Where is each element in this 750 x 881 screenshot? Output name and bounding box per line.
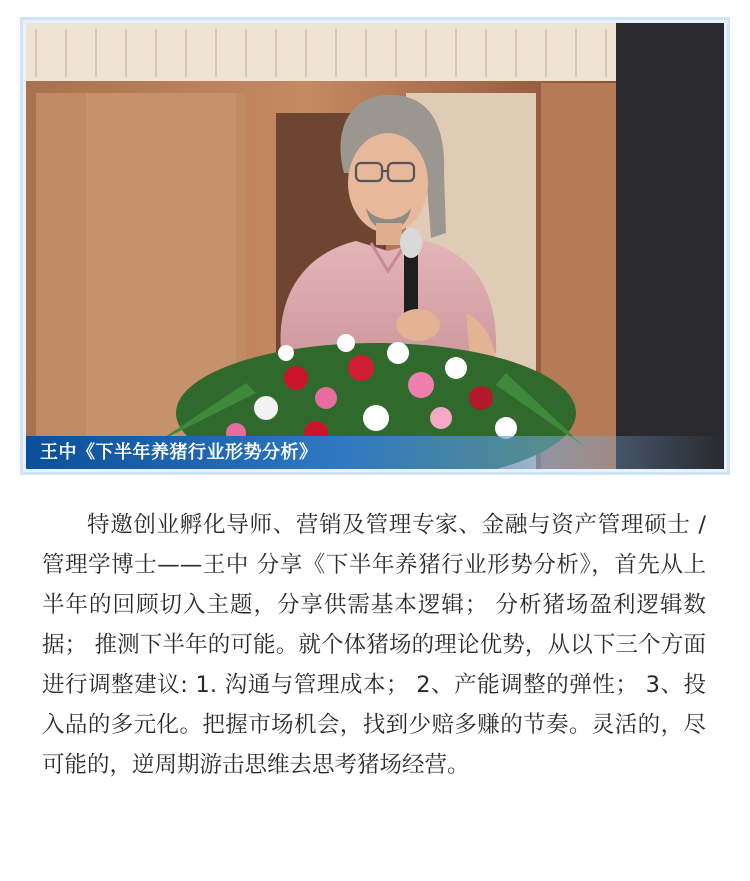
photo-caption-bar [26,436,724,469]
photo-frame [20,17,730,475]
photo-caption: 王中《下半年养猪行业形势分析》 [40,442,318,463]
speaker-photo-illustration [26,23,724,469]
speaker-photo [26,23,724,469]
article-paragraph: 特邀创业孵化导师、营销及管理专家、金融与资产管理硕士 / 管理学博士——王中 分享《下半年养猪行业形势分析》，首先从上半年的回顾切入主题，分享供需基本逻辑； 分析猪场盈利逻辑数据； 推测下半年的可能。就个体猪场的理论优势，从以下三个方面进行调整建议: 1. 沟通与管理成本； 2、产能调整的弹性； 3、投入品的多元化。把握市场机会，找到少赔多赚的节奏。灵活的，尽可能的，逆周期游击思维去思考猪场经营。 [42,512,706,778]
